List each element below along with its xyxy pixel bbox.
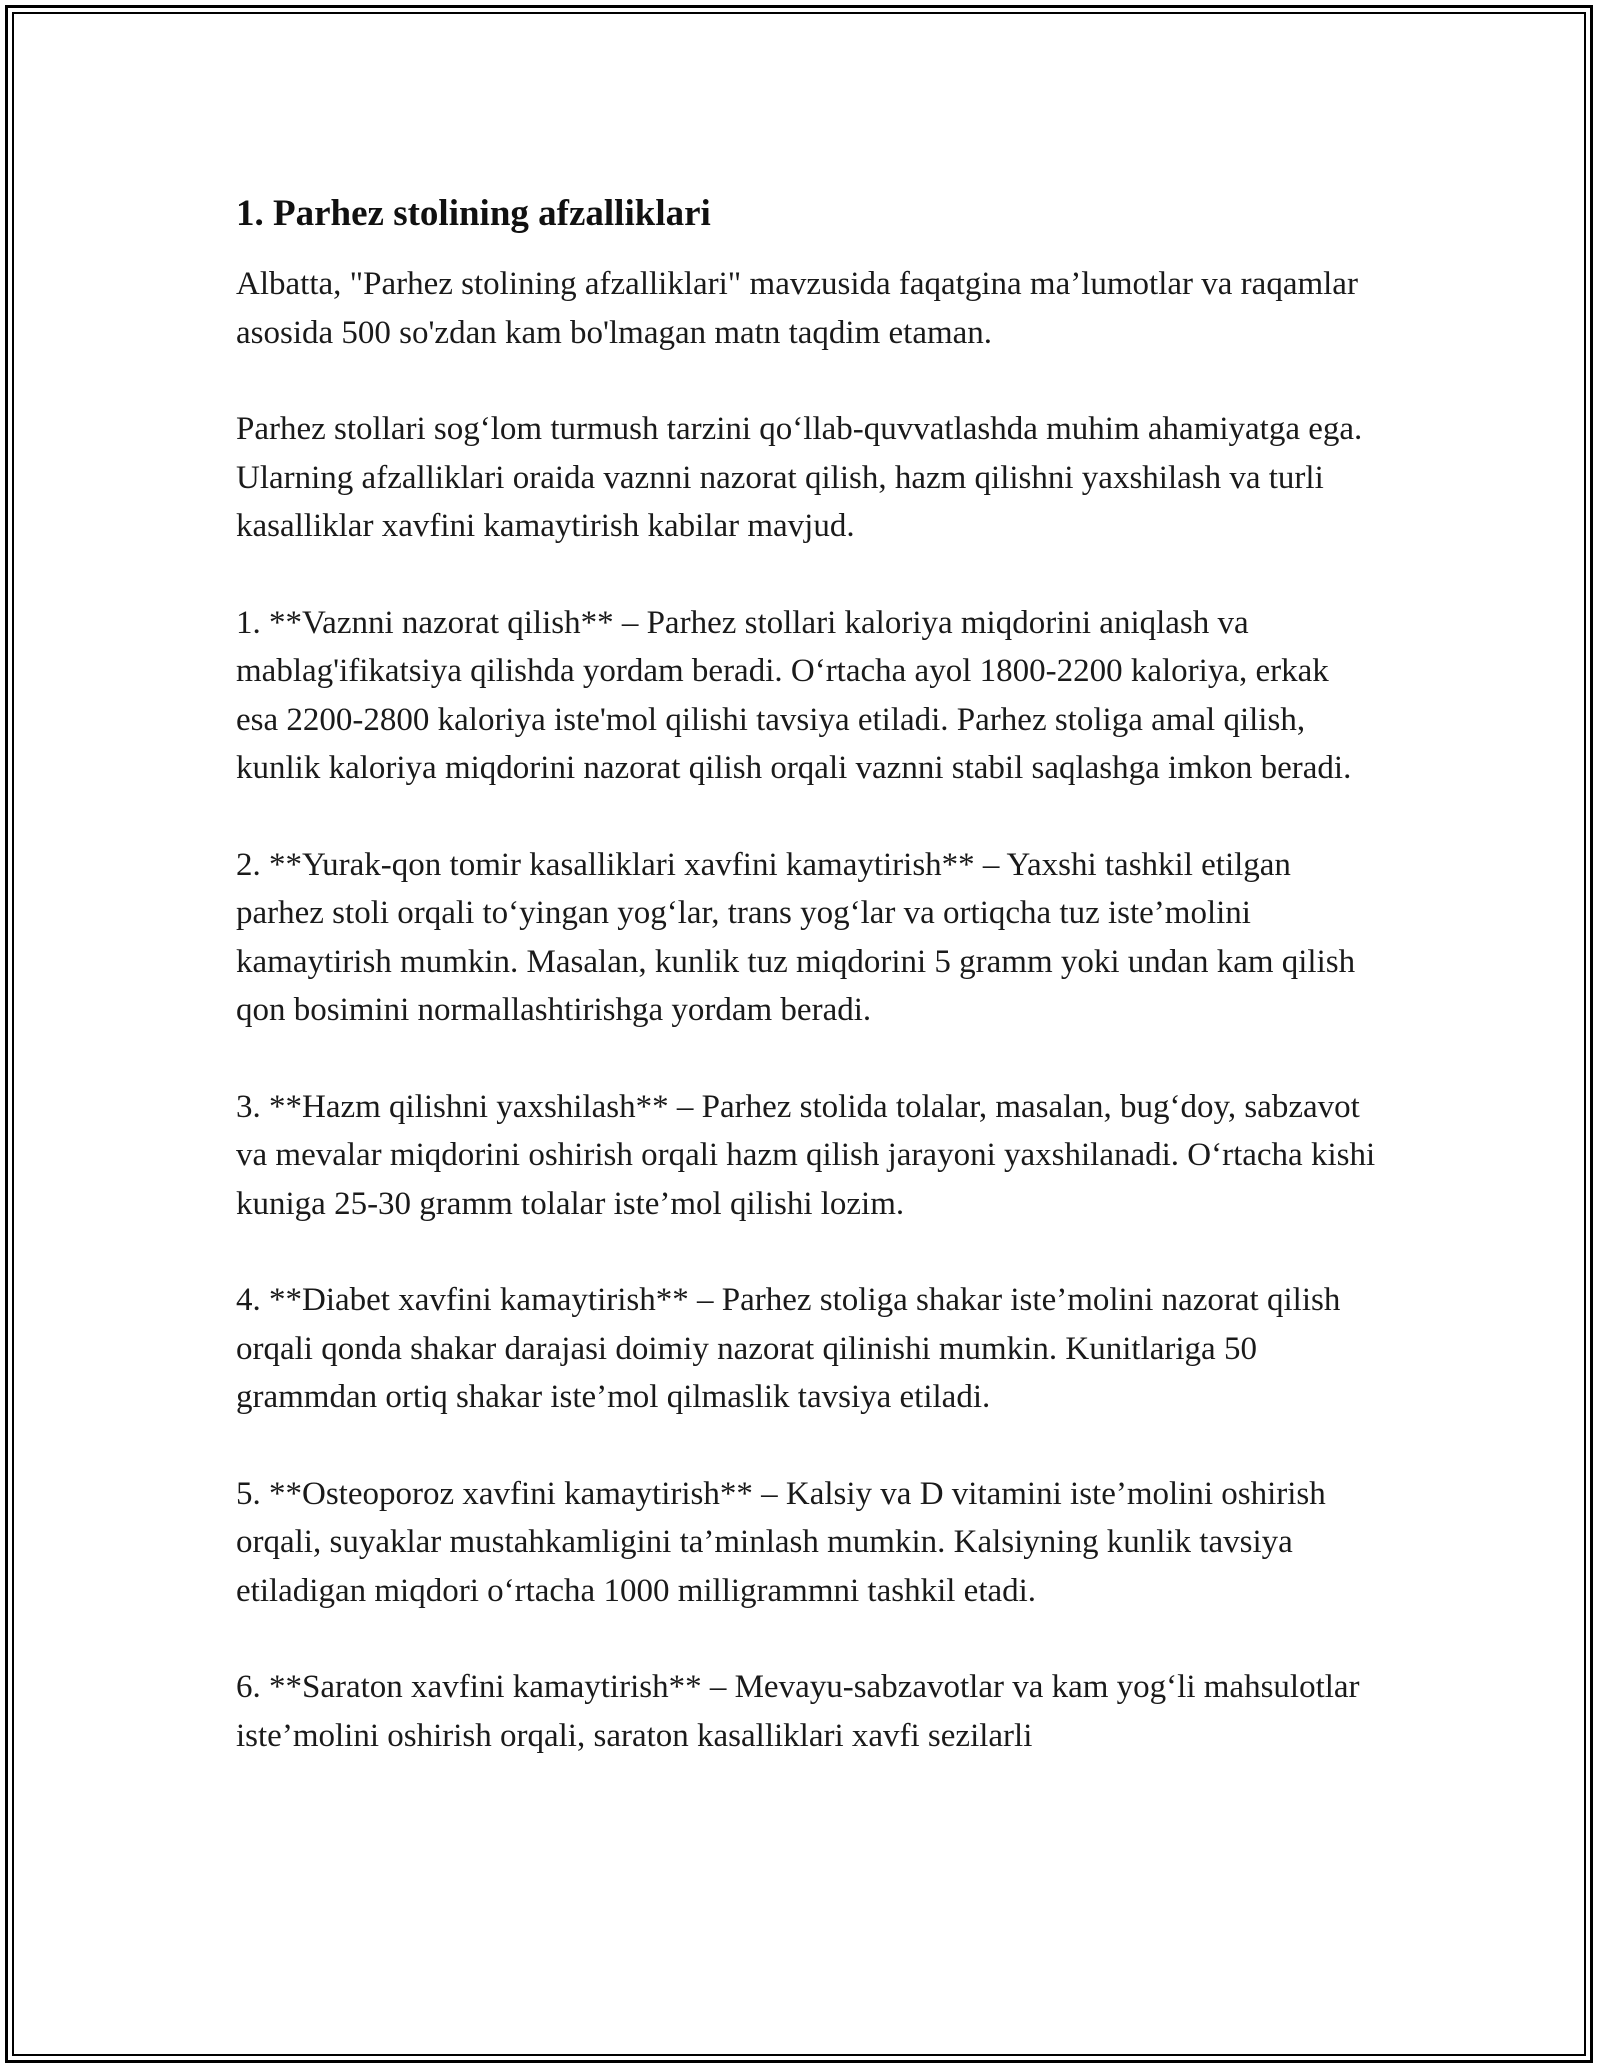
paragraph-intro: Albatta, "Parhez stolining afzalliklari" mavzusida faqatgina ma’lumotlar va raqamlar asosida 500 so'zdan kam bo'lmagan matn taqdim etaman.: [236, 266, 1358, 351]
document-title: 1. Parhez stolining afzalliklari: [236, 193, 711, 234]
paragraph-item-6: 6. **Saraton xavfini kamaytirish** – Mevayu-sabzavotlar va kam yog‘li mahsulotlar iste’molini oshirish orqali, saraton kasalliklari xavfi sezilarli: [236, 1669, 1360, 1754]
document-page: [236, 190, 1376, 1808]
paragraph-overview: Parhez stollari sog‘lom turmush tarzini qo‘llab-quvvatlashda muhim ahamiyatga ega. Ularning afzalliklari oraida vaznni nazorat qilish, hazm qilishni yaxshilash va turli kasalliklar xavfini kamaytirish kabilar mavjud.: [236, 411, 1363, 544]
paragraph-item-1: 1. **Vaznni nazorat qilish** – Parhez stollari kaloriya miqdorini aniqlash va mablag'ifikatsiya qilishda yordam beradi. O‘rtacha ayol 1800-2200 kaloriya, erkak esa 2200-2800 kaloriya iste'mol qilishi tavsiya etiladi. Parhez stoliga amal qilish, kunlik kaloriya miqdorini nazorat qilish orqali vaznni stabil saqlashga imkon beradi.: [236, 604, 1352, 786]
paragraph-item-4: 4. **Diabet xavfini kamaytirish** – Parhez stoliga shakar iste’molini nazorat qilish orqali qonda shakar darajasi doimiy nazorat qilinishi mumkin. Kunitlariga 50 grammdan ortiq shakar iste’mol qilmaslik tavsiya etiladi.: [236, 1282, 1341, 1415]
paragraph-item-2: 2. **Yurak-qon tomir kasalliklari xavfini kamaytirish** – Yaxshi tashkil etilgan parhez stoli orqali to‘yingan yog‘lar, trans yog‘lar va ortiqcha tuz iste’molini kamaytirish mumkin. Masalan, kunlik tuz miqdorini 5 gramm yoki undan kam qilish qon bosimini normallashtirishga yordam beradi.: [236, 846, 1356, 1028]
paragraph-item-5: 5. **Osteoporoz xavfini kamaytirish** – Kalsiy va D vitamini iste’molini oshirish orqali, suyaklar mustahkamligini ta’minlash mumkin. Kalsiyning kunlik tavsiya etiladigan miqdori o‘rtacha 1000 milligrammni tashkil etadi.: [236, 1475, 1326, 1609]
paragraph-item-3: 3. **Hazm qilishni yaxshilash** – Parhez stolida tolalar, masalan, bug‘doy, sabzavot va mevalar miqdorini oshirish orqali hazm qilish jarayoni yaxshilanadi. O‘rtacha kishi kuniga 25-30 gramm tolalar iste’mol qilishi lozim.: [236, 1088, 1376, 1222]
